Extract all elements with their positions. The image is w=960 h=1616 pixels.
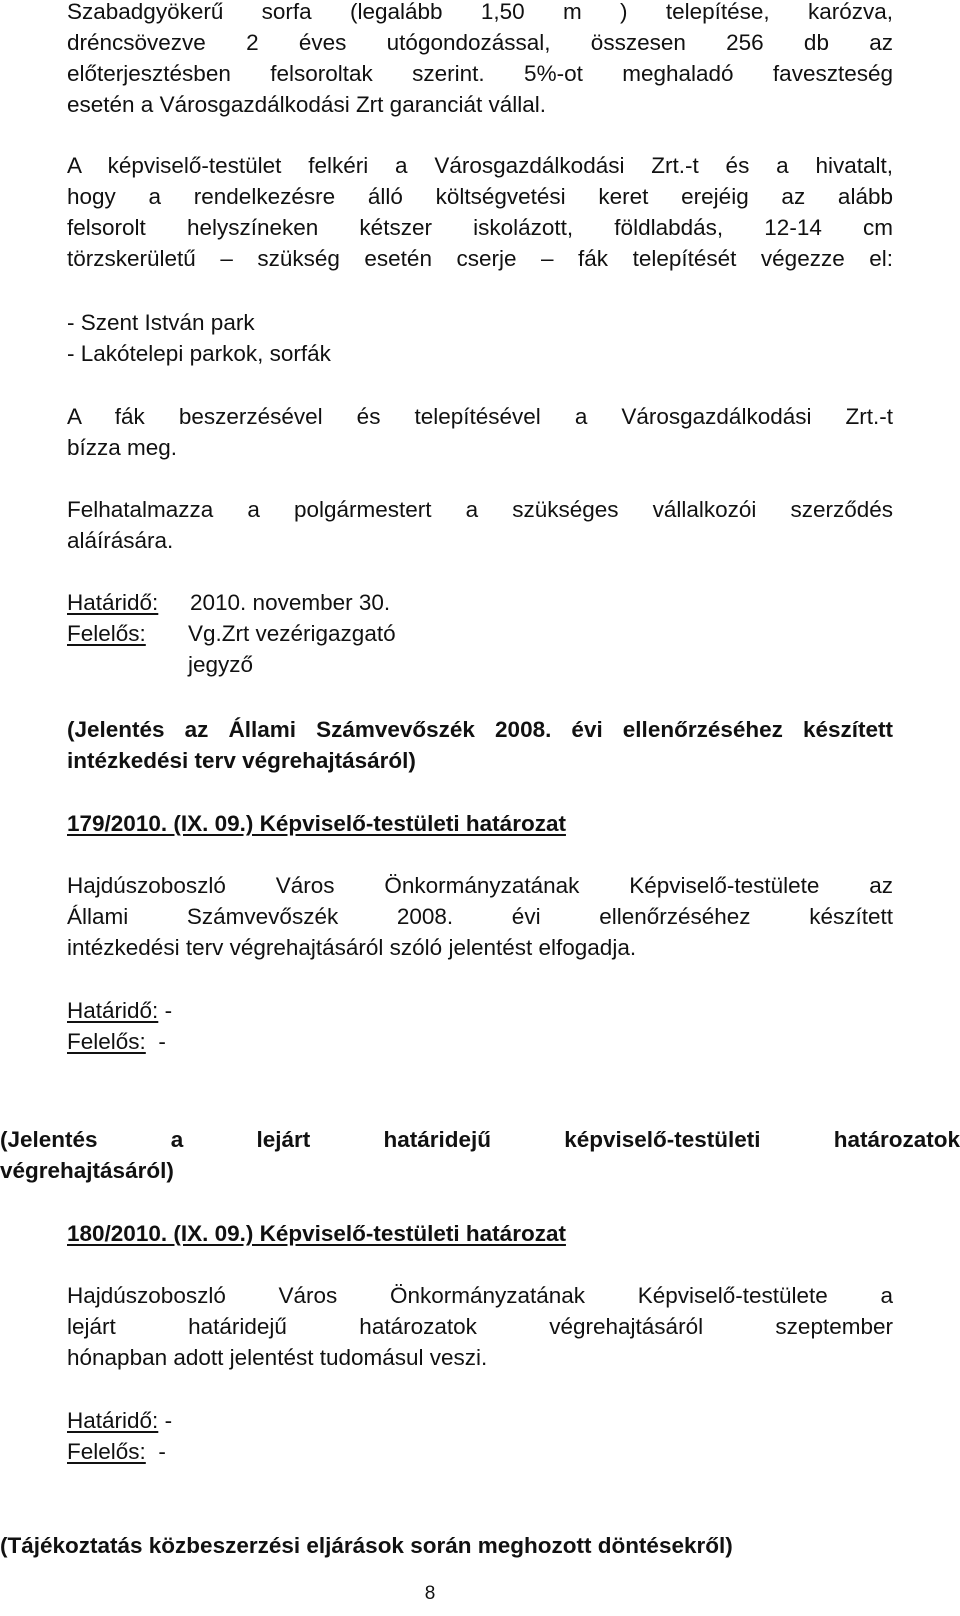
- section-title-line: (Tájékoztatás közbeszerzési eljárások során meghozott döntésekről): [0, 1533, 733, 1558]
- paragraph-line: hogy a rendelkezésre álló költségvetési keret erejéig az alább: [67, 184, 893, 209]
- responsible-label: Felelős:: [67, 621, 146, 646]
- paragraph-line: hónapban adott jelentést tudomásul veszi.: [67, 1345, 488, 1370]
- deadline-label: Határidő:: [67, 998, 159, 1023]
- deadline-block: [67, 587, 893, 680]
- section-title: [67, 714, 893, 776]
- section-title-line: (Jelentés a lejárt határidejű képviselő-testületi határozatok: [0, 1127, 960, 1152]
- deadline-block: [67, 995, 893, 1057]
- responsible-row: [67, 649, 893, 680]
- resolution-number: [67, 808, 893, 839]
- paragraph-line: Felhatalmazza a polgármestert a szükséges vállalkozói szerződés: [67, 497, 893, 522]
- resolution-body: [67, 1280, 893, 1373]
- responsible-row: [67, 1436, 893, 1467]
- continuation-paragraph: [67, 0, 893, 120]
- locations-list: [67, 307, 893, 369]
- paragraph-line: lejárt határidejű határozatok végrehajtásáról szeptember: [67, 1314, 893, 1339]
- section-title-line: (Jelentés az Állami Számvevőszék 2008. évi ellenőrzéséhez készített: [67, 717, 893, 742]
- deadline-label: Határidő:: [67, 590, 159, 615]
- responsible-label: Felelős:: [67, 1029, 146, 1054]
- responsible-value: Vg.Zrt vezérigazgató: [188, 621, 396, 646]
- authorization-paragraph: [67, 494, 893, 556]
- deadline-label: Határidő:: [67, 1408, 159, 1433]
- paragraph-line: előterjesztésben felsoroltak szerint. 5%-ot meghaladó faveszteség: [67, 61, 893, 86]
- list-item: - Lakótelepi parkok, sorfák: [67, 341, 331, 366]
- deadline-value: -: [164, 998, 173, 1023]
- deadline-value: -: [164, 1408, 173, 1433]
- paragraph-line: felsorolt helyszíneken kétszer iskolázott, földlabdás, 12-14 cm: [67, 215, 893, 240]
- list-item: - Szent István park: [67, 310, 255, 335]
- section-title-line: végrehajtásáról): [0, 1158, 174, 1183]
- deadline-row: [67, 1405, 893, 1436]
- paragraph-line: törzskerületű – szükség esetén cserje – fák telepítését végezze el:: [67, 246, 893, 271]
- paragraph-line: bízza meg.: [67, 435, 178, 460]
- paragraph-line: Állami Számvevőszék 2008. évi ellenőrzéséhez készített: [67, 904, 893, 929]
- deadline-row: [67, 587, 893, 618]
- responsible-row: [67, 618, 893, 649]
- deadline-row: [67, 995, 893, 1026]
- paragraph-line: Hajdúszoboszló Város Önkormányzatának Képviselő-testülete a: [67, 1283, 893, 1308]
- paragraph-line: dréncsövezve 2 éves utógondozással, összesen 256 db az: [67, 30, 893, 55]
- section-title: [0, 1124, 960, 1186]
- paragraph-line: A fák beszerzésével és telepítésével a Városgazdálkodási Zrt.-t: [67, 404, 893, 429]
- deadline-value: 2010. november 30.: [190, 590, 391, 615]
- responsible-value: -: [158, 1029, 166, 1054]
- section-title: [0, 1530, 960, 1561]
- deadline-block: [67, 1405, 893, 1467]
- responsible-value: -: [158, 1439, 166, 1464]
- section-title-line: intézkedési terv végrehajtásáról): [67, 748, 416, 773]
- paragraph-line: Hajdúszoboszló Város Önkormányzatának Képviselő-testülete az: [67, 873, 893, 898]
- resolution-number: [67, 1218, 893, 1249]
- responsible-value: jegyző: [188, 652, 254, 677]
- resolution-number-text: 180/2010. (IX. 09.) Képviselő-testületi határozat: [67, 1221, 566, 1246]
- responsible-label: Felelős:: [67, 1439, 146, 1464]
- paragraph-line: esetén a Városgazdálkodási Zrt garanciát vállal.: [67, 92, 547, 117]
- responsible-row: [67, 1026, 893, 1057]
- paragraph-line: aláírására.: [67, 528, 174, 553]
- resolution-body: [67, 870, 893, 963]
- page-number: 8: [424, 1583, 436, 1604]
- paragraph-line: Szabadgyökerű sorfa (legalább 1,50 m ) telepítése, karózva,: [67, 0, 893, 24]
- resolution-number-text: 179/2010. (IX. 09.) Képviselő-testületi határozat: [67, 811, 566, 836]
- request-paragraph: [67, 150, 893, 274]
- paragraph-line: A képviselő-testület felkéri a Városgazdálkodási Zrt.-t és a hivatalt,: [67, 153, 893, 178]
- procurement-paragraph: [67, 401, 893, 463]
- paragraph-line: intézkedési terv végrehajtásáról szóló jelentést elfogadja.: [67, 935, 637, 960]
